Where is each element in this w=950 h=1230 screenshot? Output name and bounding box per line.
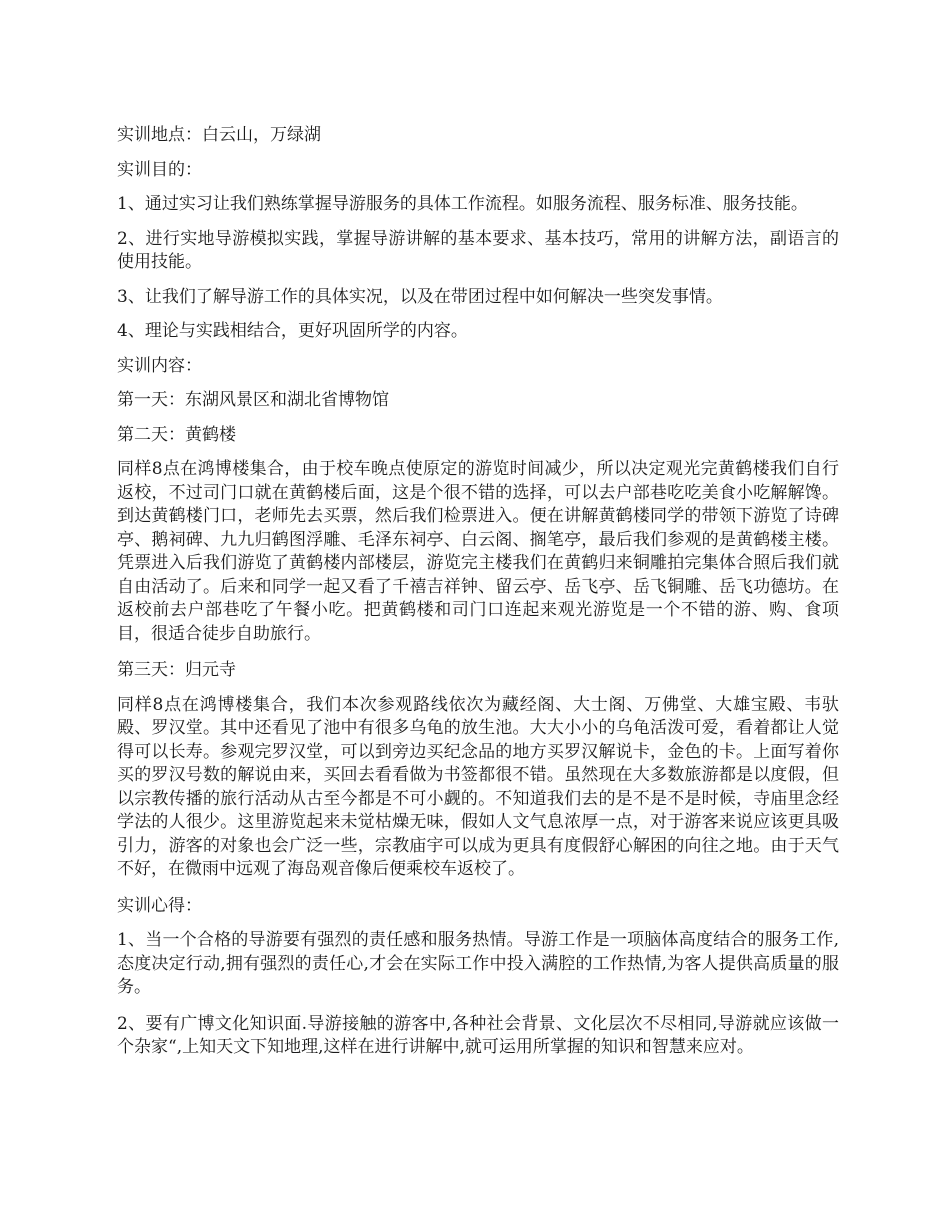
training-reflection-heading: 实训心得： xyxy=(117,895,202,916)
training-location: 实训地点：白云山，万绿湖 xyxy=(117,125,321,145)
day-3-heading: 第三天：归元寺 xyxy=(117,660,236,680)
purpose-item-3: 3、让我们了解导游工作的具体实况，以及在带团过程中如何解决一些突发事情。 xyxy=(117,286,723,307)
purpose-item-1: 1、通过实习让我们熟练掌握导游服务的具体工作流程。如服务流程、服务标准、服务技能。 xyxy=(117,194,808,214)
reflection-item-2: 2、要有广博文化知识面.导游接触的游客中,各种社会背景、文化层次不尽相同,导游就应该做一个杂家“,上知天文下知地理,这样在进行讲解中,就可运用所掌握的知识和智慧来应对。 xyxy=(117,1013,839,1057)
day-2-heading: 第二天：黄鹤楼 xyxy=(117,424,236,445)
day-3-paragraph: 同样8点在鸿博楼集合，我们本次参观路线依次为藏经阁、大士阁、万佛堂、大雄宝殿、韦驮殿、罗汉堂。其中还看见了池中有很多乌龟的放生池。大大小小的乌龟活泼可爱，看着都让人觉得可以长寿。参观完罗汉堂，可以到旁边买纪念品的地方买罗汉解说卡，金色的卡。上面写着你买的罗汉号数的解说由来，买回去看看做为书签都很不错。虽然现在大多数旅游都是以度假，但以宗教传播的旅行活动从古至今都是不可小觑的。不知道我们去的是不是不是时候，寺庙里念经学法的人很少。这里游览起来未觉枯燥无味，假如人文气息浓厚一点，对于游客来说应该更具吸引力，游客的对象也会广泛一些，宗教庙宇可以成为更具有度假舒心解困的向往之地。由于天气不好，在微雨中远观了海岛观音像后便乘校车返校了。 xyxy=(117,694,839,879)
reflection-item-1: 1、当一个合格的导游要有强烈的责任感和服务热情。导游工作是一项脑体高度结合的服务工作,态度决定行动,拥有强烈的责任心,才会在实际工作中投入满腔的工作热情,为客人提供高质量的服务。 xyxy=(117,930,839,997)
purpose-item-2: 2、进行实地导游模拟实践，掌握导游讲解的基本要求、基本技巧，常用的讲解方法，副语言的使用技能。 xyxy=(117,228,839,272)
day-2-paragraph: 同样8点在鸿博楼集合，由于校车晚点使原定的游览时间减少，所以决定观光完黄鹤楼我们自行返校，不过司门口就在黄鹤楼后面，这是个很不错的选择，可以去户部巷吃吃美食小吃解解馋。到达黄鹤楼门口，老师先去买票，然后我们检票进入。便在讲解黄鹤楼同学的带领下游览了诗碑亭、鹅祠碑、九九归鹤图浮雕、毛泽东祠亭、白云阁、搁笔亭，最后我们参观的是黄鹤楼主楼。凭票进入后我们游览了黄鹤楼内部楼层，游览完主楼我们在黄鹤归来铜雕拍完集体合照后我们就自由活动了。后来和同学一起又看了千禧吉祥钟、留云亭、岳飞亭、岳飞铜雕、岳飞功德坊。在返校前去户部巷吃了午餐小吃。把黄鹤楼和司门口连起来观光游览是一个不错的游、购、食项目，很适合徒步自助旅行。 xyxy=(117,459,839,644)
document-body xyxy=(117,124,839,1071)
day-1-heading: 第一天：东湖风景区和湖北省博物馆 xyxy=(117,390,389,410)
training-purpose-heading: 实训目的： xyxy=(117,159,202,180)
purpose-item-4: 4、理论与实践相结合，更好巩固所学的内容。 xyxy=(117,321,468,341)
training-content-heading: 实训内容： xyxy=(117,355,202,376)
